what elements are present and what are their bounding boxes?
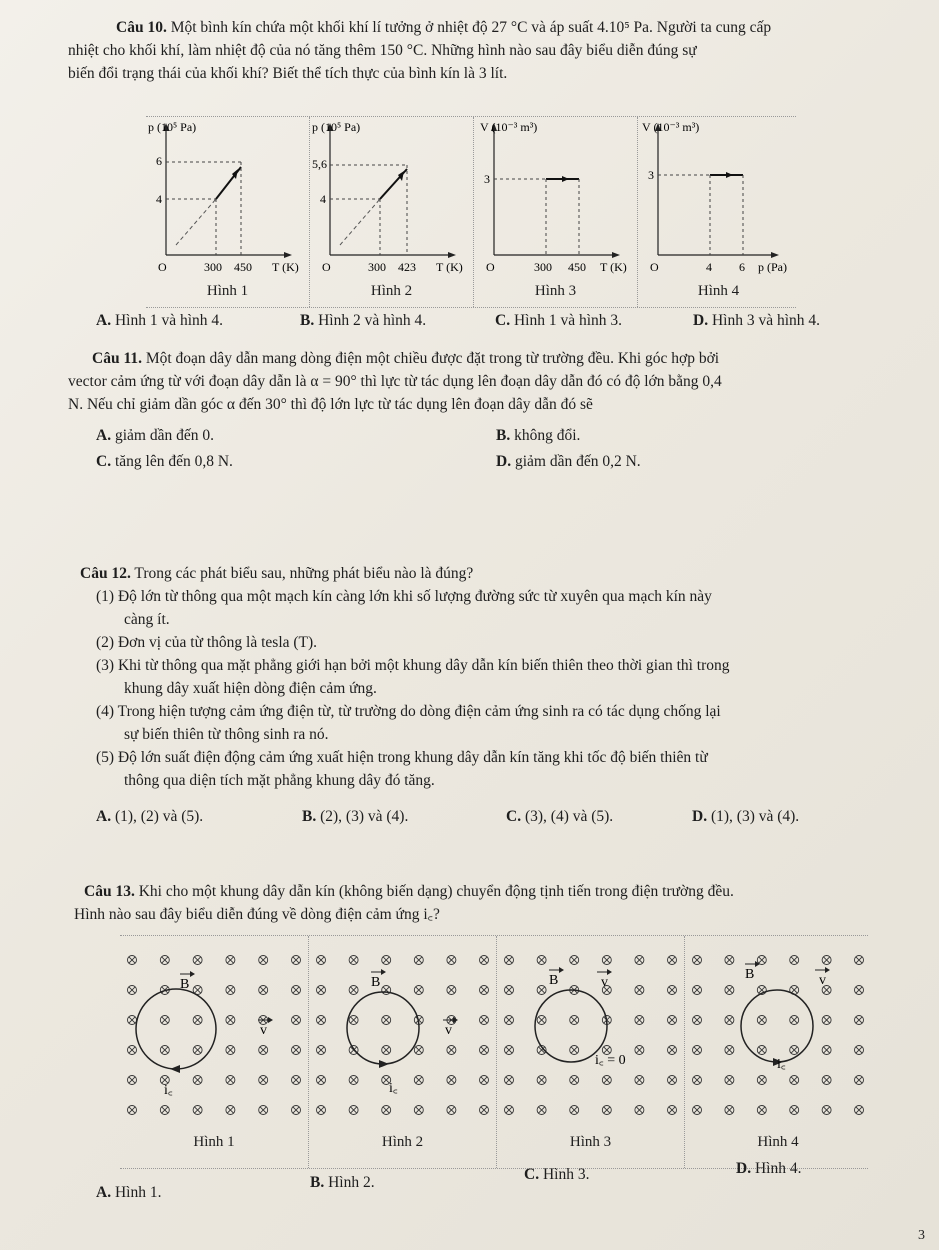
q12-statement-3a: (3) Khi từ thông qua mặt phẳng giới hạn bởi một khung dây dẫn kín biến thiên theo thời gian thì trong	[96, 657, 730, 674]
q12-option-a[interactable]: A. (1), (2) và (5).	[96, 808, 204, 825]
q13-stem	[74, 880, 921, 926]
q10-fig4-graph	[638, 117, 799, 282]
field-into-page-symbol	[317, 956, 326, 965]
field-into-page-symbol	[317, 986, 326, 995]
q13-fig1-loop	[136, 989, 216, 1069]
field-into-page-symbol	[725, 1046, 734, 1055]
field-into-page-symbol	[317, 1046, 326, 1055]
q10-fig2-graph	[310, 117, 473, 282]
field-into-page-symbol	[193, 1046, 202, 1055]
field-into-page-symbol	[414, 1076, 423, 1085]
q10-fig3-xtick-2: 450	[568, 260, 586, 274]
field-into-page-symbol	[855, 956, 864, 965]
q10-option-b[interactable]: B. Hình 2 và hình 4.	[300, 312, 427, 329]
q10-fig1-ytick-1: 6	[156, 154, 162, 168]
q13-fig2-i-label: i꜀	[389, 1081, 398, 1096]
field-into-page-symbol	[382, 1046, 391, 1055]
field-into-page-symbol	[635, 986, 644, 995]
field-into-page-symbol	[292, 1106, 301, 1115]
q12-statement-2: (2) Đơn vị của từ thông là tesla (T).	[96, 634, 318, 651]
field-into-page-symbol	[447, 1076, 456, 1085]
q10-stem-line2: nhiệt cho khối khí, làm nhiệt độ của nó tăng thêm 150 °C. Những hình nào sau đây biểu diễn đúng sự	[68, 42, 697, 59]
field-into-page-symbol	[292, 1046, 301, 1055]
q13-fig4-caption: Hình 4	[757, 1134, 799, 1150]
field-into-page-symbol	[855, 1016, 864, 1025]
q12-option-a-text: (1), (2) và (5).	[114, 808, 204, 825]
field-into-page-symbol	[790, 956, 799, 965]
field-into-page-symbol	[382, 956, 391, 965]
q13-option-c[interactable]: C. Hình 3.	[524, 1166, 590, 1183]
q13-fig2-caption: Hình 2	[381, 1134, 424, 1150]
q13-option-b[interactable]: B. Hình 2.	[310, 1174, 375, 1191]
q13-figures	[120, 935, 868, 1169]
q13-fig1-field	[120, 936, 308, 1131]
field-into-page-symbol	[505, 1076, 514, 1085]
q10-number: Câu 10.	[116, 19, 167, 36]
field-into-page-symbol	[725, 1076, 734, 1085]
field-into-page-symbol	[693, 1016, 702, 1025]
q13-fig4-i-label: i꜀	[777, 1057, 786, 1072]
q13-fig3-b-label: B	[549, 973, 559, 988]
q10-fig1	[146, 117, 310, 307]
field-into-page-symbol	[349, 986, 358, 995]
field-into-page-symbol	[128, 956, 137, 965]
field-into-page-symbol	[160, 1016, 169, 1025]
q10-fig3-origin: O	[486, 260, 495, 274]
q12-statement-5a: (5) Độ lớn suất điện động cảm ứng xuất hiện trong khung dây dẫn kín tăng khi tốc độ biến thiên từ	[96, 749, 708, 766]
q11-option-c[interactable]: C. tăng lên đến 0,8 N.	[96, 453, 233, 470]
q11-option-b[interactable]: B. không đổi.	[496, 427, 581, 444]
field-into-page-symbol	[537, 986, 546, 995]
field-into-page-symbol	[292, 956, 301, 965]
field-into-page-symbol	[480, 1076, 489, 1085]
field-into-page-symbol	[635, 1076, 644, 1085]
q13-fig1-i-label: i꜀	[164, 1083, 173, 1098]
q10-fig4-ytick-1: 3	[648, 168, 654, 182]
field-into-page-symbol	[635, 1016, 644, 1025]
q10-fig3-ytick-1: 3	[484, 172, 490, 186]
q13-stem-line2: Hình nào sau đây biểu diễn đúng về dòng điện cảm ứng i꜀?	[74, 906, 440, 923]
field-into-page-symbol	[855, 1046, 864, 1055]
field-into-page-symbol	[757, 1016, 766, 1025]
q10-fig2-caption: Hình 2	[370, 283, 413, 299]
field-into-page-symbol	[537, 956, 546, 965]
field-into-page-symbol	[668, 956, 677, 965]
q13-fig2	[309, 936, 497, 1168]
q12-stem-text: Trong các phát biểu sau, những phát biểu nào là đúng?	[130, 565, 474, 582]
q12-number: Câu 12.	[80, 565, 131, 582]
q10-fig4-xlabel: p (Pa)	[758, 260, 787, 274]
q12-stem	[80, 562, 919, 792]
q11-option-c-text: tăng lên đến 0,8 N.	[114, 453, 233, 470]
field-into-page-symbol	[128, 1076, 137, 1085]
field-into-page-symbol	[414, 986, 423, 995]
field-into-page-symbol	[693, 1076, 702, 1085]
q12-statement-1a: (1) Độ lớn từ thông qua một mạch kín càng lớn khi số lượng đường sức từ xuyên qua mạch kín này	[96, 588, 712, 605]
q10-fig2-ytick-1: 5,6	[312, 157, 327, 171]
q11-stem-line2: vector cảm ứng từ với đoạn dây dẫn là α = 90° thì lực từ tác dụng lên đoạn dây dẫn đó có độ lớn bằng 0,4	[68, 373, 722, 390]
q10-option-d[interactable]: D. Hình 3 và hình 4.	[693, 312, 821, 329]
field-into-page-symbol	[259, 1046, 268, 1055]
field-into-page-symbol	[855, 986, 864, 995]
page-number: 3	[918, 1228, 925, 1243]
field-into-page-symbol	[480, 1106, 489, 1115]
q10-fig3-xtick-1: 300	[534, 260, 552, 274]
field-into-page-symbol	[570, 1076, 579, 1085]
field-into-page-symbol	[259, 1076, 268, 1085]
field-into-page-symbol	[790, 1046, 799, 1055]
field-into-page-symbol	[757, 1046, 766, 1055]
field-into-page-symbol	[822, 1106, 831, 1115]
field-into-page-symbol	[349, 1076, 358, 1085]
field-into-page-symbol	[226, 986, 235, 995]
q10-fig3-ylabel: V (10⁻³ m³)	[480, 120, 538, 134]
q13-fig1-b-label: B	[180, 977, 190, 992]
q10-fig1-xtick-1: 300	[204, 260, 222, 274]
q10-stem-line3: biến đổi trạng thái của khối khí? Biết thể tích thực của bình kín là 3 lít.	[68, 65, 508, 82]
field-into-page-symbol	[292, 1076, 301, 1085]
q12-option-c-text: (3), (4) và (5).	[524, 808, 614, 825]
field-into-page-symbol	[725, 986, 734, 995]
field-into-page-symbol	[822, 1016, 831, 1025]
q10-fig2-xlabel: T (K)	[436, 260, 463, 274]
q13-fig3-field	[497, 936, 684, 1131]
field-into-page-symbol	[480, 1016, 489, 1025]
field-into-page-symbol	[349, 1016, 358, 1025]
q10-fig4-xtick-2: 6	[739, 260, 745, 274]
q12-statement-3b: khung dây xuất hiện dòng điện cảm ứng.	[124, 680, 377, 697]
q13-fig1-field-symbols	[128, 956, 301, 1115]
field-into-page-symbol	[414, 1106, 423, 1115]
field-into-page-symbol	[226, 956, 235, 965]
q10-fig2	[310, 117, 474, 307]
q13-option-a-text: Hình 1.	[114, 1184, 162, 1201]
field-into-page-symbol	[414, 1046, 423, 1055]
field-into-page-symbol	[128, 1046, 137, 1055]
q10-fig2-ylabel: p (10⁵ Pa)	[312, 120, 361, 134]
q13-fig1-caption: Hình 1	[193, 1134, 235, 1150]
q13-fig4	[685, 936, 871, 1168]
q11-option-a-text: giảm dần đến 0.	[114, 427, 214, 444]
field-into-page-symbol	[725, 1016, 734, 1025]
q10-fig3-graph	[474, 117, 637, 282]
field-into-page-symbol	[193, 1106, 202, 1115]
q13-fig2-field	[309, 936, 496, 1131]
q13-fig4-b-label: B	[745, 967, 755, 982]
field-into-page-symbol	[317, 1106, 326, 1115]
q10-option-a[interactable]: A. Hình 1 và hình 4.	[96, 312, 224, 329]
field-into-page-symbol	[602, 1106, 611, 1115]
q10-fig2-origin: O	[322, 260, 331, 274]
field-into-page-symbol	[537, 1106, 546, 1115]
field-into-page-symbol	[160, 1106, 169, 1115]
q13-fig3-field-symbols	[505, 956, 677, 1115]
field-into-page-symbol	[855, 1076, 864, 1085]
field-into-page-symbol	[693, 956, 702, 965]
field-into-page-symbol	[822, 1076, 831, 1085]
q13-fig2-current-arrow	[379, 1060, 389, 1068]
field-into-page-symbol	[226, 1106, 235, 1115]
field-into-page-symbol	[668, 1016, 677, 1025]
field-into-page-symbol	[480, 986, 489, 995]
q12-option-d[interactable]: D. (1), (3) và (4).	[692, 808, 800, 825]
field-into-page-symbol	[480, 1046, 489, 1055]
q11-option-d-text: giảm dần đến 0,2 N.	[514, 453, 641, 470]
field-into-page-symbol	[725, 956, 734, 965]
q11-stem-line1: Một đoạn dây dẫn mang dòng điện một chiều được đặt trong từ trường đều. Khi góc hợp bởi	[141, 350, 720, 367]
q12-option-b[interactable]: B. (2), (3) và (4).	[302, 808, 409, 825]
field-into-page-symbol	[537, 1016, 546, 1025]
field-into-page-symbol	[317, 1076, 326, 1085]
field-into-page-symbol	[317, 1016, 326, 1025]
q10-fig1-origin: O	[158, 260, 167, 274]
field-into-page-symbol	[128, 986, 137, 995]
q10-fig2-xtick-2: 423	[398, 260, 416, 274]
q13-fig4-field	[685, 936, 871, 1131]
field-into-page-symbol	[193, 956, 202, 965]
field-into-page-symbol	[505, 986, 514, 995]
q12-statement-4b: sự biến thiên từ thông sinh ra nó.	[124, 726, 329, 743]
q13-fig3	[497, 936, 685, 1168]
q10-fig3-xlabel: T (K)	[600, 260, 627, 274]
q10-option-a-text: Hình 1 và hình 4.	[114, 312, 224, 329]
q12-statement-5b: thông qua diện tích mặt phẳng khung dây đó tăng.	[124, 772, 435, 789]
q13-fig4-v-label: v	[819, 973, 826, 988]
field-into-page-symbol	[447, 1046, 456, 1055]
field-into-page-symbol	[349, 1106, 358, 1115]
field-into-page-symbol	[414, 956, 423, 965]
field-into-page-symbol	[757, 956, 766, 965]
q13-option-d[interactable]: D. Hình 4.	[736, 1160, 802, 1177]
field-into-page-symbol	[668, 1076, 677, 1085]
q12-option-d-text: (1), (3) và (4).	[710, 808, 800, 825]
q13-fig4-field-symbols	[693, 956, 864, 1115]
q10-fig1-caption: Hình 1	[206, 283, 249, 299]
field-into-page-symbol	[447, 1106, 456, 1115]
field-into-page-symbol	[570, 1046, 579, 1055]
q11-option-b-text: không đổi.	[514, 427, 581, 444]
field-into-page-symbol	[790, 1016, 799, 1025]
field-into-page-symbol	[505, 1046, 514, 1055]
field-into-page-symbol	[668, 1106, 677, 1115]
q13-option-b-text: Hình 2.	[328, 1174, 375, 1191]
q13-stem-line1: Khi cho một khung dây dẫn kín (không biến dạng) chuyển động tịnh tiến trong điện trường đều.	[134, 883, 734, 900]
field-into-page-symbol	[668, 1046, 677, 1055]
field-into-page-symbol	[822, 956, 831, 965]
q11-stem	[68, 347, 909, 416]
field-into-page-symbol	[635, 956, 644, 965]
q10-fig1-graph	[146, 117, 309, 282]
field-into-page-symbol	[693, 1046, 702, 1055]
q10-option-c[interactable]: C. Hình 1 và hình 3.	[495, 312, 623, 329]
field-into-page-symbol	[160, 956, 169, 965]
field-into-page-symbol	[193, 1016, 202, 1025]
q10-fig1-xlabel: T (K)	[272, 260, 299, 274]
q10-fig3-caption: Hình 3	[534, 283, 577, 299]
q13-number: Câu 13.	[84, 883, 135, 900]
field-into-page-symbol	[480, 956, 489, 965]
field-into-page-symbol	[259, 986, 268, 995]
q10-fig4-ylabel: V (10⁻³ m³)	[642, 120, 700, 134]
q10-fig1-ytick-2: 4	[156, 192, 162, 206]
field-into-page-symbol	[537, 1076, 546, 1085]
field-into-page-symbol	[693, 986, 702, 995]
q10-figures	[146, 116, 796, 308]
field-into-page-symbol	[128, 1016, 137, 1025]
q10-fig4-xtick-1: 4	[706, 260, 712, 274]
field-into-page-symbol	[226, 1016, 235, 1025]
field-into-page-symbol	[855, 1106, 864, 1115]
field-into-page-symbol	[193, 1076, 202, 1085]
field-into-page-symbol	[668, 986, 677, 995]
q10-option-c-text: Hình 1 và hình 3.	[513, 312, 623, 329]
field-into-page-symbol	[635, 1106, 644, 1115]
q10-option-d-text: Hình 3 và hình 4.	[711, 312, 821, 329]
q13-option-d-text: Hình 4.	[754, 1160, 802, 1177]
field-into-page-symbol	[128, 1106, 137, 1115]
q10-fig3	[474, 117, 638, 307]
field-into-page-symbol	[259, 1106, 268, 1115]
field-into-page-symbol	[447, 986, 456, 995]
q10-fig2-ytick-2: 4	[320, 192, 326, 206]
field-into-page-symbol	[292, 986, 301, 995]
q10-fig1-ylabel: p (10⁵ Pa)	[148, 120, 197, 134]
q10-fig4-caption: Hình 4	[697, 283, 740, 299]
field-into-page-symbol	[259, 956, 268, 965]
q10-fig4	[638, 117, 799, 307]
field-into-page-symbol	[570, 1106, 579, 1115]
q13-fig1-v-label: v	[260, 1023, 267, 1038]
field-into-page-symbol	[822, 1046, 831, 1055]
q13-fig3-i-label: i꜀ = 0	[595, 1053, 626, 1068]
q10-fig2-xtick-1: 300	[368, 260, 386, 274]
q12-option-c[interactable]: C. (3), (4) và (5).	[506, 808, 614, 825]
field-into-page-symbol	[226, 1046, 235, 1055]
q12-statement-4a: (4) Trong hiện tượng cảm ứng điện từ, từ trường do dòng điện cảm ứng sinh ra có tác dụng chống lại	[96, 703, 721, 720]
q11-option-d[interactable]: D. giảm dần đến 0,2 N.	[496, 453, 641, 470]
field-into-page-symbol	[349, 956, 358, 965]
field-into-page-symbol	[505, 1016, 514, 1025]
field-into-page-symbol	[570, 956, 579, 965]
field-into-page-symbol	[505, 956, 514, 965]
field-into-page-symbol	[635, 1046, 644, 1055]
q12-statement-1b: càng ít.	[124, 611, 170, 628]
q13-fig1-current-arrow	[170, 1065, 180, 1073]
q13-fig1	[120, 936, 309, 1168]
field-into-page-symbol	[570, 1016, 579, 1025]
q13-fig2-v-label: v	[445, 1023, 452, 1038]
q13-fig2-b-label: B	[371, 975, 381, 990]
q11-stem-line3: N. Nếu chỉ giảm dần góc α đến 30° thì độ lớn lực từ tác dụng lên đoạn dây dẫn đó sẽ	[68, 396, 593, 413]
field-into-page-symbol	[602, 956, 611, 965]
field-into-page-symbol	[725, 1106, 734, 1115]
q13-option-a[interactable]: A. Hình 1.	[96, 1184, 162, 1201]
field-into-page-symbol	[160, 1046, 169, 1055]
field-into-page-symbol	[790, 1076, 799, 1085]
field-into-page-symbol	[447, 956, 456, 965]
q10-stem-line1: Một bình kín chứa một khối khí lí tưởng ở nhiệt độ 27 °C và áp suất 4.10⁵ Pa. Người ta cung cấp	[166, 19, 772, 36]
q13-fig3-loop	[535, 990, 607, 1062]
field-into-page-symbol	[226, 1076, 235, 1085]
q10-fig4-origin: O	[650, 260, 659, 274]
q11-option-a[interactable]: A. giảm dần đến 0.	[96, 427, 214, 444]
q10-option-b-text: Hình 2 và hình 4.	[318, 312, 427, 329]
q13-fig3-caption: Hình 3	[569, 1134, 612, 1150]
q11-number: Câu 11.	[92, 350, 142, 367]
field-into-page-symbol	[382, 1106, 391, 1115]
q13-fig3-v-label: v	[601, 975, 608, 990]
field-into-page-symbol	[757, 1076, 766, 1085]
q13-option-c-text: Hình 3.	[542, 1166, 590, 1183]
field-into-page-symbol	[382, 1016, 391, 1025]
field-into-page-symbol	[505, 1106, 514, 1115]
field-into-page-symbol	[790, 1106, 799, 1115]
q13-fig4-loop	[741, 990, 813, 1062]
q13-fig2-field-symbols	[317, 956, 489, 1115]
field-into-page-symbol	[602, 1076, 611, 1085]
q12-option-b-text: (2), (3) và (4).	[320, 808, 409, 825]
field-into-page-symbol	[757, 1106, 766, 1115]
q10-fig1-xtick-2: 450	[234, 260, 252, 274]
field-into-page-symbol	[693, 1106, 702, 1115]
field-into-page-symbol	[292, 1016, 301, 1025]
q10-stem	[68, 16, 909, 85]
